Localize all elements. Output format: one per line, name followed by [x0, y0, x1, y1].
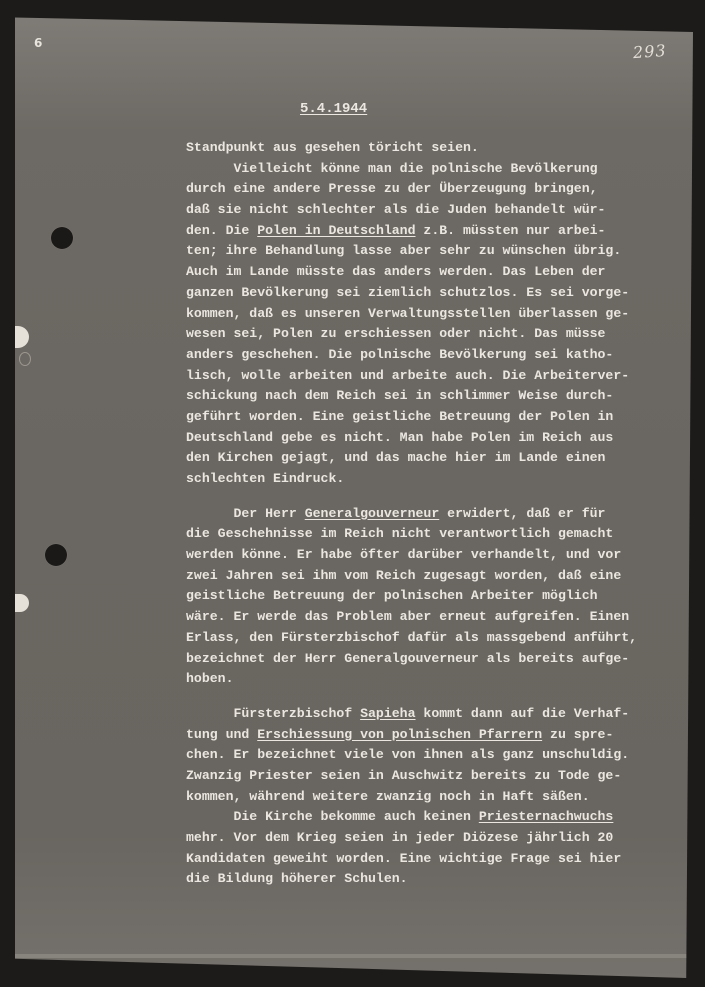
text-segment: die Bildung höherer Schulen.: [186, 871, 408, 887]
text-segment: geistliche Betreuung der polnischen Arbeiter möglich: [186, 588, 598, 604]
text-line: [186, 628, 666, 649]
text-segment: den Kirchen gejagt, und das mache hier im Lande einen: [186, 450, 606, 466]
text-line: [186, 283, 666, 304]
corner-page-number: 6: [34, 36, 43, 50]
text-line: [186, 828, 666, 849]
text-segment: werden könne. Er habe öfter darüber verhandelt, und vor: [186, 547, 622, 563]
text-segment: wäre. Er werde das Problem aber erneut aufgreifen. Einen: [186, 609, 630, 625]
text-segment: kommt dann auf die Verhaf-: [415, 705, 630, 721]
text-segment: Der Herr: [186, 505, 305, 521]
text-line: [186, 725, 666, 746]
text-segment: ganzen Bevölkerung sei ziemlich schutzlos. Es sei vorge-: [186, 284, 630, 300]
text-segment: den. Die: [186, 222, 258, 238]
text-segment: Kandidaten geweiht worden. Eine wichtige Frage sei hier: [186, 850, 622, 866]
text-line: [186, 787, 666, 808]
text-line: [186, 200, 666, 221]
text-segment: Auch im Lande müsste das anders werden. Das Leben der: [186, 264, 606, 280]
text-segment: geführt worden. Eine geistliche Betreuung der Polen in: [186, 408, 614, 424]
paragraph-gap: [186, 490, 666, 504]
paragraph-gap: [186, 690, 666, 704]
text-line: [186, 407, 666, 428]
text-segment: mehr. Vor dem Krieg seien in jeder Diözese jährlich 20: [186, 830, 614, 845]
typewritten-body: [186, 138, 666, 890]
text-segment: chen. Er bezeichnet viele von ihnen als ganz unschuldig.: [186, 747, 630, 763]
text-segment: die Geschehnisse im Reich nicht verantwortlich gemacht: [186, 526, 614, 542]
text-line: [186, 766, 666, 787]
text-line: [186, 241, 666, 262]
paragraph: [186, 704, 666, 890]
text-line: [186, 262, 666, 283]
text-segment: anders geschehen. Die polnische Bevölkerung sei katho-: [186, 346, 614, 362]
text-segment: Zwanzig Priester seien in Auschwitz bereits zu Tode ge-: [186, 767, 622, 783]
text-segment: Fürsterzbischof: [186, 705, 361, 721]
text-segment: schickung nach dem Reich sei in schlimmer Weise durch-: [186, 388, 614, 404]
underlined-term: Erschiessung von polnischen Pfarrern: [257, 726, 543, 742]
text-line: [186, 869, 666, 890]
text-line: [186, 366, 666, 387]
underlined-term: Priesternachwuchs: [478, 809, 614, 825]
text-line: [186, 469, 666, 490]
text-line: [186, 159, 666, 180]
text-line: [186, 448, 666, 469]
text-line: [186, 504, 666, 525]
text-line: [186, 221, 666, 242]
text-line: [186, 649, 666, 670]
punch-hole-bottom: [45, 544, 67, 566]
text-line: [186, 607, 666, 628]
paragraph: [186, 504, 666, 690]
text-line: [186, 704, 666, 725]
text-segment: Deutschland gebe es nicht. Man habe Polen im Reich aus: [186, 429, 614, 445]
text-line: [186, 324, 666, 345]
text-segment: bezeichnet der Herr Generalgouverneur als bereits aufge-: [186, 650, 630, 666]
text-segment: kommen, daß es unseren Verwaltungsstellen überlassen ge-: [186, 305, 630, 321]
text-line: [186, 745, 666, 766]
text-line: [186, 386, 666, 407]
text-segment: hoben.: [186, 671, 234, 687]
text-line: [186, 566, 666, 587]
text-line: [186, 138, 666, 159]
text-line: [186, 545, 666, 566]
text-segment: zu spre-: [542, 726, 614, 742]
text-segment: durch eine andere Presse zu der Überzeugung bringen,: [186, 181, 598, 197]
text-segment: ten; ihre Behandlung lasse aber sehr zu wünschen übrig.: [186, 243, 622, 259]
text-segment: z.B. müssten nur arbei-: [415, 222, 606, 238]
text-segment: tung und: [186, 726, 258, 742]
text-segment: kommen, während weitere zwanzig noch in Haft säßen.: [186, 788, 590, 804]
text-segment: Erlass, den Fürsterzbischof dafür als massgebend anführt,: [186, 629, 638, 645]
text-line: [186, 345, 666, 366]
underlined-term: Generalgouverneur: [304, 505, 440, 521]
text-line: [186, 428, 666, 449]
handwritten-folio-number: 293: [632, 40, 668, 63]
text-segment: Die Kirche bekomme auch keinen: [186, 809, 479, 825]
text-line: [186, 524, 666, 545]
text-segment: schlechten Eindruck.: [186, 471, 345, 486]
edge-ring-mark: [19, 352, 31, 366]
underlined-term: Polen in Deutschland: [257, 222, 416, 238]
text-line: [186, 669, 666, 690]
text-segment: lisch, wolle arbeiten und arbeite auch. Die Arbeiterver-: [186, 367, 630, 383]
text-segment: Standpunkt aus gesehen töricht seien.: [186, 140, 479, 155]
text-line: [186, 179, 666, 200]
text-line: [186, 849, 666, 870]
text-segment: erwidert, daß er für: [439, 505, 606, 521]
text-segment: zwei Jahren sei ihm vom Reich zugesagt worden, daß eine: [186, 567, 622, 583]
text-segment: daß sie nicht schlechter als die Juden behandelt wür-: [186, 202, 606, 218]
paragraph: [186, 138, 666, 490]
punch-hole-top: [51, 227, 73, 249]
date-heading: 5.4.1944: [300, 101, 368, 117]
text-segment: wesen sei, Polen zu erschiessen oder nicht. Das müsse: [186, 326, 606, 342]
text-line: [186, 304, 666, 325]
underlined-term: Sapieha: [360, 705, 416, 721]
text-segment: Vielleicht könne man die polnische Bevölkerung: [186, 160, 598, 176]
text-line: [186, 586, 666, 607]
text-line: [186, 807, 666, 828]
